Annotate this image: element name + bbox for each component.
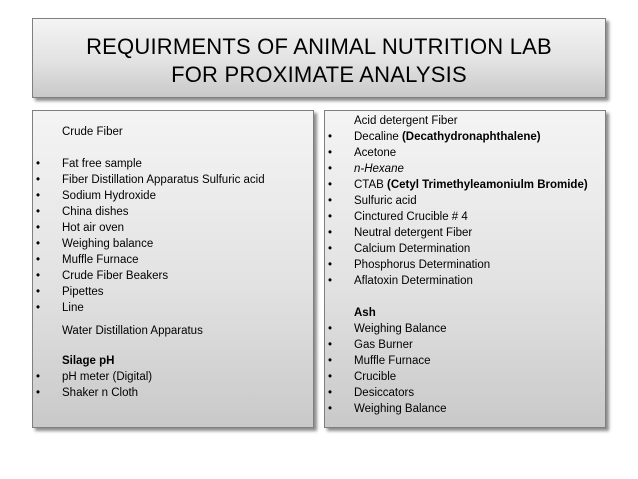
- list-item: • Shaker n Cloth: [33, 385, 152, 401]
- left-panel: [32, 110, 314, 428]
- list-item: • Acetone: [325, 145, 588, 161]
- title-box: [32, 18, 606, 98]
- silage-ph-heading: Silage pH: [62, 355, 115, 367]
- slide-title: [33, 33, 605, 89]
- list-item: • Phosphorus Determination: [325, 257, 588, 273]
- list-item: • Muffle Furnace: [325, 353, 447, 369]
- list-item: • Hot air oven: [33, 220, 265, 236]
- crude-fiber-heading: Crude Fiber: [62, 126, 123, 138]
- list-item: • Crucible: [325, 369, 447, 385]
- right-panel: [324, 110, 606, 428]
- water-distillation-line: Water Distillation Apparatus: [62, 325, 203, 337]
- silage-ph-section: [33, 353, 152, 401]
- crude-fiber-section: [33, 124, 123, 140]
- acid-detergent-fiber-section: [325, 113, 588, 289]
- list-item: • Calcium Determination: [325, 241, 588, 257]
- list-item: • Desiccators: [325, 385, 447, 401]
- list-item: • n-Hexane: [325, 161, 588, 177]
- ash-heading: Ash: [354, 307, 376, 319]
- title-line-1: REQUIRMENTS OF ANIMAL NUTRITION LAB: [86, 34, 552, 59]
- list-item: • CTAB (Cetyl Trimethyleamoniulm Bromide): [325, 177, 588, 193]
- acid-detergent-fiber-heading: Acid detergent Fiber: [354, 115, 458, 127]
- list-item: • Pipettes: [33, 284, 265, 300]
- list-item: • Cinctured Crucible # 4: [325, 209, 588, 225]
- list-item: • Muffle Furnace: [33, 252, 265, 268]
- list-item: • Weighing Balance: [325, 401, 447, 417]
- list-item: • Sulfuric acid: [325, 193, 588, 209]
- ash-section: [325, 305, 447, 417]
- crude-fiber-list: [33, 156, 265, 316]
- list-item: • Weighing balance: [33, 236, 265, 252]
- list-item: • Crude Fiber Beakers: [33, 268, 265, 284]
- list-item: • Weighing Balance: [325, 321, 447, 337]
- title-line-2: FOR PROXIMATE ANALYSIS: [171, 62, 467, 87]
- list-item: • Line: [33, 300, 265, 316]
- list-item: • pH meter (Digital): [33, 369, 152, 385]
- list-item: • Fiber Distillation Apparatus Sulfuric acid: [33, 172, 265, 188]
- list-item: • Gas Burner: [325, 337, 447, 353]
- list-item: • Sodium Hydroxide: [33, 188, 265, 204]
- list-item: • Aflatoxin Determination: [325, 273, 588, 289]
- list-item: • Neutral detergent Fiber: [325, 225, 588, 241]
- list-item: • China dishes: [33, 204, 265, 220]
- list-item: • Decaline (Decathydronaphthalene): [325, 129, 588, 145]
- water-distillation-section: [33, 323, 203, 339]
- list-item: • Fat free sample: [33, 156, 265, 172]
